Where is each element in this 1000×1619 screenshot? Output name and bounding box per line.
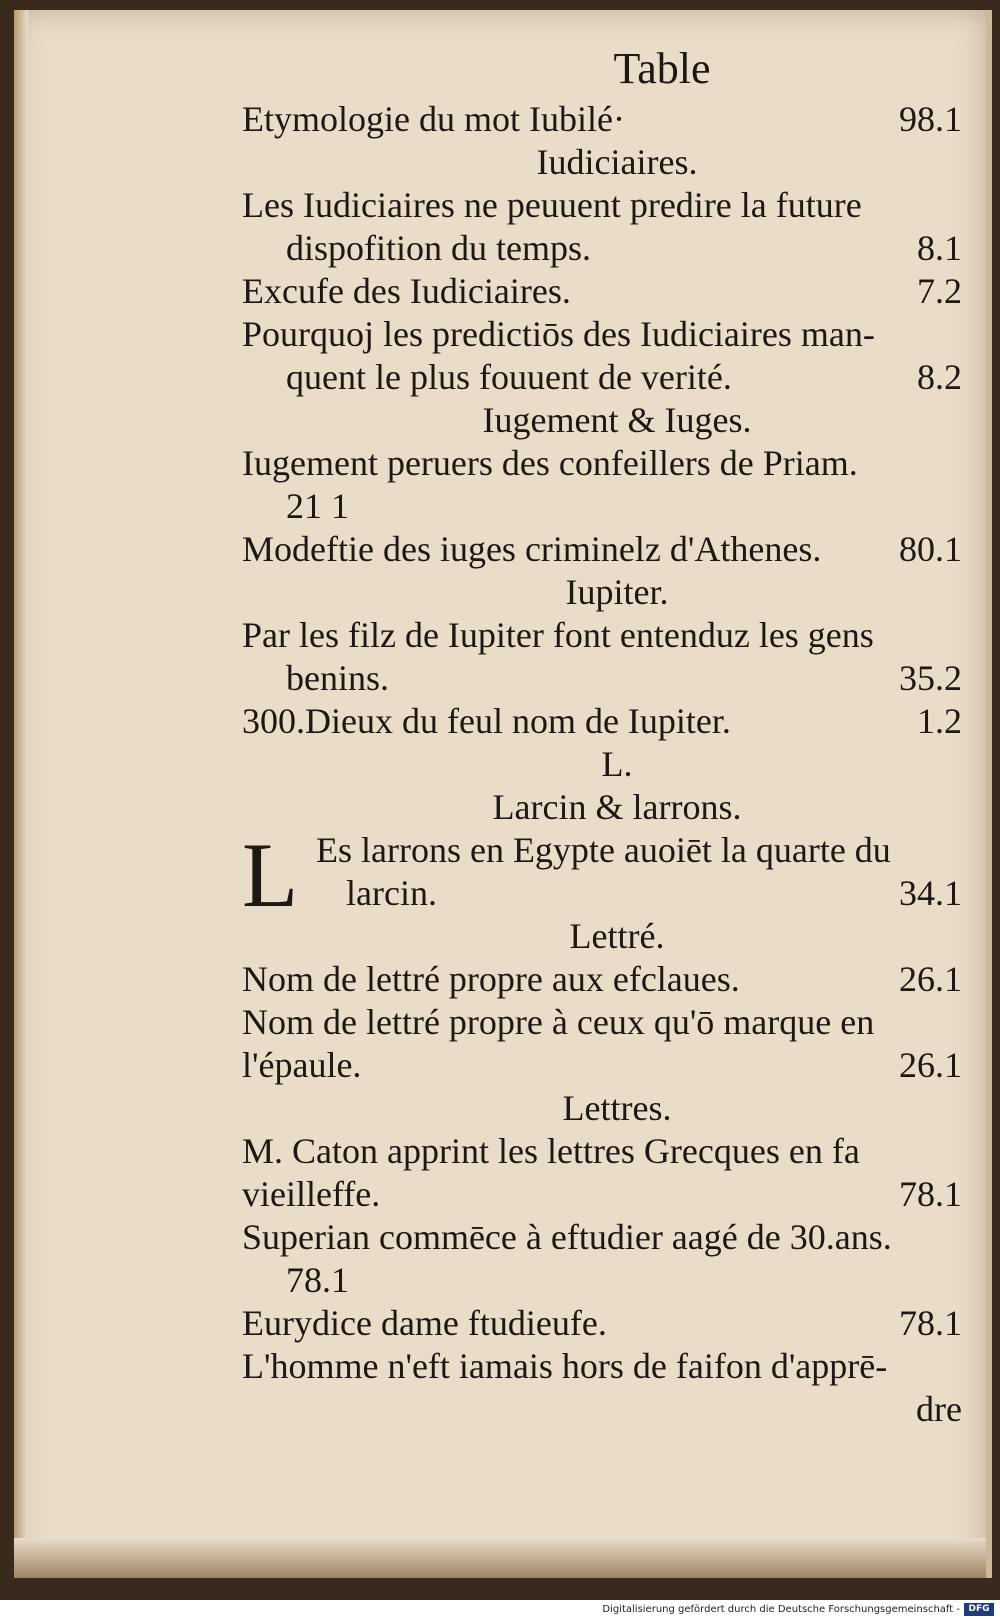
entry-text: Modeftie des iuges criminelz d'Athenes. xyxy=(242,529,822,569)
index-entry xyxy=(242,442,992,528)
section-heading: Iupiter. xyxy=(565,572,669,612)
index-entry xyxy=(242,700,992,743)
entry-text: Excufe des Iudiciaires. xyxy=(242,271,571,311)
running-head: Table xyxy=(613,44,711,93)
page-gutter xyxy=(14,10,28,1578)
entry-continuation: dre xyxy=(916,1389,962,1429)
entry-continuation: dispofition du temps. xyxy=(286,228,591,268)
entry-continuation: 78.1 xyxy=(286,1260,349,1300)
index-entry xyxy=(242,1001,992,1087)
page-reference: 80.1 xyxy=(899,529,962,569)
index-entry xyxy=(242,184,992,270)
index-entry xyxy=(242,313,992,399)
index-entry xyxy=(242,1216,992,1302)
page-reference: 78.1 xyxy=(899,1174,962,1214)
entry-continuation: larcin. xyxy=(346,873,437,913)
entry-continuation: l'épaule. xyxy=(242,1045,362,1085)
entry-continuation: vieilleffe. xyxy=(242,1174,381,1214)
funding-notice: Digitalisierung gefördert durch die Deutsche Forschungsgemeinschaft - xyxy=(602,1604,960,1615)
index-entry xyxy=(242,528,992,571)
section-heading: Iudiciaires. xyxy=(536,142,698,182)
page-reference: 98.1 xyxy=(899,99,962,139)
entry-text: L'homme n'eft iamais hors de faifon d'apprē- xyxy=(242,1346,888,1386)
section-heading: Iugement & Iuges. xyxy=(482,400,752,440)
index-entry xyxy=(242,824,992,926)
page-reference: 26.1 xyxy=(899,959,962,999)
entry-text: Superian commēce à eftudier aagé de 30.ans. xyxy=(242,1217,892,1257)
entry-text: Etymologie du mot Iubilé· xyxy=(242,99,625,139)
page-bottom-edge xyxy=(14,1538,986,1578)
dfg-logo: DFG xyxy=(964,1603,994,1616)
page-reference: 26.1 xyxy=(899,1045,962,1085)
entry-text: Par les filz de Iupiter font entenduz les gens xyxy=(242,615,874,655)
index-entry xyxy=(242,1345,992,1431)
entry-text: Eurydice dame ftudieufe. xyxy=(242,1303,607,1343)
entry-continuation: 21 1 xyxy=(286,486,349,526)
entry-continuation: quent le plus fouuent de verité. xyxy=(286,357,732,397)
index-entry xyxy=(242,614,992,700)
section-heading: Lettres. xyxy=(562,1088,672,1128)
index-entry xyxy=(242,1302,992,1345)
entry-text: 300.Dieux du feul nom de Iupiter. xyxy=(242,701,731,741)
index-entry xyxy=(242,958,992,1001)
index-text-block xyxy=(242,40,992,1431)
page-reference: 35.2 xyxy=(899,658,962,698)
section-heading: Lettré. xyxy=(569,916,665,956)
entry-text: Pourquoj les predictiōs des Iudiciaires man- xyxy=(242,314,875,354)
drop-cap: L xyxy=(242,824,299,926)
entry-text: M. Caton apprint les lettres Grecques en fa xyxy=(242,1131,860,1171)
page-reference: 1.2 xyxy=(917,701,962,741)
section-heading: Larcin & larrons. xyxy=(492,787,742,827)
entry-text: Nom de lettré propre aux efclaues. xyxy=(242,959,740,999)
book-page xyxy=(14,10,992,1578)
entry-continuation: benins. xyxy=(286,658,389,698)
entry-text: Iugement peruers des confeillers de Priam. xyxy=(242,443,858,483)
digitization-footer xyxy=(0,1600,1000,1619)
letter-heading: L. xyxy=(601,744,633,784)
index-entry xyxy=(242,270,992,313)
entry-text: Nom de lettré propre à ceux qu'ō marque en xyxy=(242,1002,875,1042)
page-reference: 7.2 xyxy=(917,271,962,311)
entry-text: Les Iudiciaires ne peuuent predire la future xyxy=(242,185,862,225)
page-reference: 8.2 xyxy=(917,357,962,397)
page-reference: 8.1 xyxy=(917,228,962,268)
index-entry xyxy=(242,98,992,141)
page-reference: 78.1 xyxy=(899,1303,962,1343)
entry-text: Es larrons en Egypte auoiēt la quarte du xyxy=(316,830,891,870)
index-entry xyxy=(242,1130,992,1216)
page-reference: 34.1 xyxy=(899,873,962,913)
